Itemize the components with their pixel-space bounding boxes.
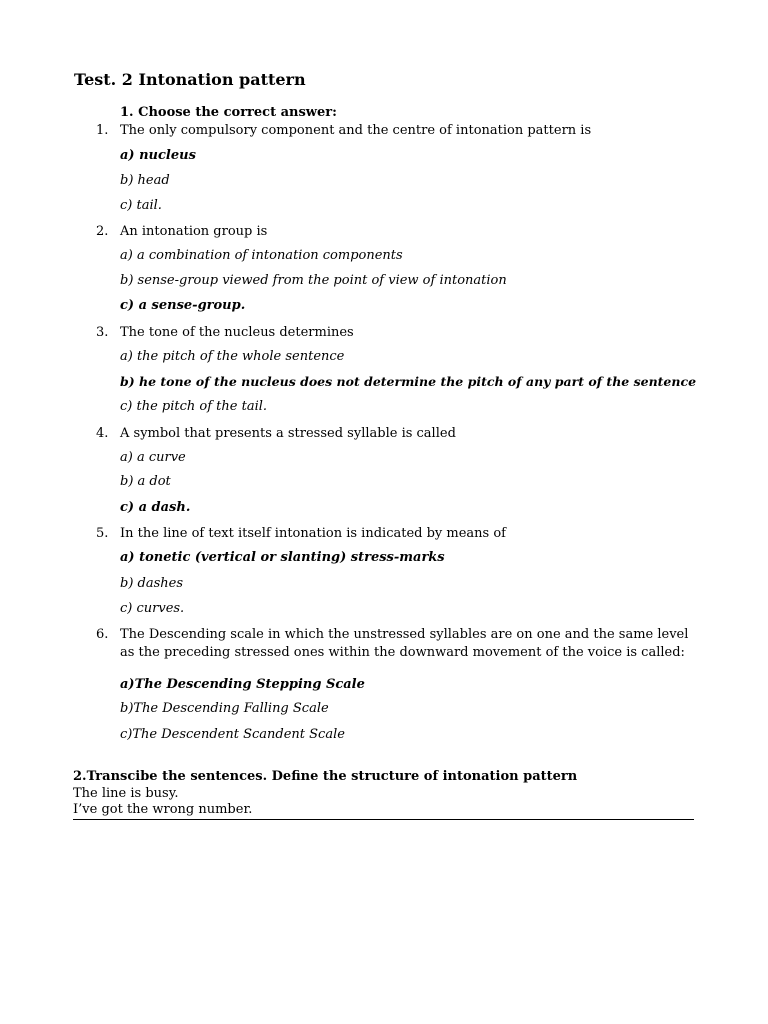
answer-option-correct: a)The Descending Stepping Scale — [120, 677, 365, 692]
answer-option: b) dashes — [120, 576, 184, 591]
section2-heading: 2.Transcibe the sentences. Define the structure of intonation pattern — [73, 769, 578, 784]
question-number: 4. — [96, 426, 109, 441]
question-text: A symbol that presents a stressed syllable is called — [120, 426, 456, 441]
answer-option: c) tail. — [120, 198, 162, 213]
answer-option: c) the pitch of the tail. — [120, 399, 268, 414]
answer-option-correct: b) he tone of the nucleus does not determine the pitch of any part of the sentence — [120, 374, 697, 389]
question-number: 3. — [96, 325, 109, 340]
sentence: I’ve got the wrong number. — [73, 802, 253, 817]
question-number: 6. — [96, 627, 109, 642]
answer-option: c)The Descendent Scandent Scale — [120, 727, 345, 742]
document-title: Test. 2 Intonation pattern — [74, 70, 306, 89]
answer-option: c) curves. — [120, 601, 185, 616]
question-text: The only compulsory component and the centre of intonation pattern is — [120, 123, 592, 138]
answer-option: b) head — [120, 173, 170, 188]
section1-heading: 1. Choose the correct answer: — [120, 105, 337, 120]
question-text: An intonation group is — [120, 224, 268, 239]
answer-option: b)The Descending Falling Scale — [120, 701, 329, 716]
answer-option-correct: c) a dash. — [120, 500, 191, 515]
answer-option: b) sense-group viewed from the point of view of intonation — [120, 273, 507, 288]
answer-option-correct: a) tonetic (vertical or slanting) stress-marks — [120, 550, 445, 565]
question-text: The Descending scale in which the unstressed syllables are on one and the same level as the preceding stressed ones within the downward movement of the voice is called: — [120, 627, 689, 660]
sentence: The line is busy. — [73, 786, 179, 801]
horizontal-rule — [73, 819, 694, 820]
question-number: 5. — [96, 526, 109, 541]
question-text: The tone of the nucleus determines — [120, 325, 354, 340]
question-number: 1. — [96, 123, 109, 138]
answer-option-correct: a) nucleus — [120, 148, 196, 163]
answer-option: b) a dot — [120, 474, 171, 489]
question-number: 2. — [96, 224, 109, 239]
answer-option: a) a curve — [120, 450, 186, 465]
answer-option: a) a combination of intonation components — [120, 248, 403, 263]
question-text: In the line of text itself intonation is indicated by means of — [120, 526, 506, 541]
answer-option-correct: c) a sense-group. — [120, 298, 246, 313]
answer-option: a) the pitch of the whole sentence — [120, 349, 345, 364]
